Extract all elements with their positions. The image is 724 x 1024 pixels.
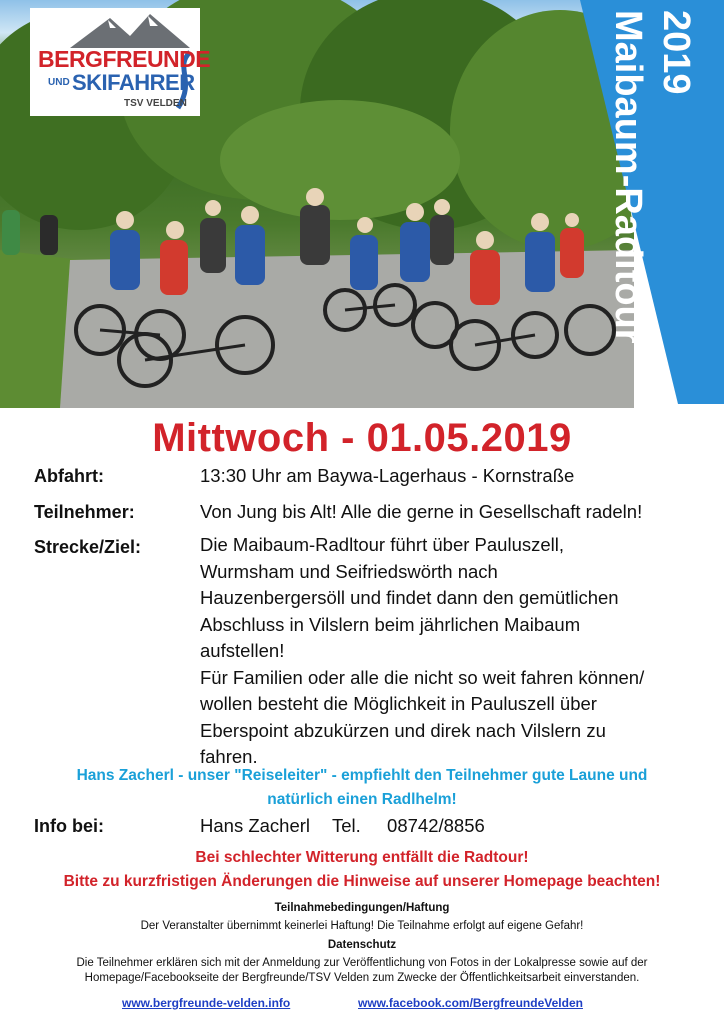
- info-name: Hans Zacherl: [200, 815, 311, 836]
- website-link[interactable]: www.bergfreunde-velden.info: [122, 996, 291, 1010]
- info-phone: 08742/8856: [387, 815, 485, 836]
- guide-note: [0, 764, 724, 812]
- info-label: Info bei:: [34, 816, 104, 836]
- weather-warning: [0, 846, 724, 894]
- route-line: Die Maibaum-Radltour führt über Pauluszell,: [200, 534, 565, 555]
- route-line: Wurmsham und Seifriedswörth nach: [200, 560, 498, 582]
- route-line: Hauzenbergersöll und findet dann den gemütlichen: [200, 587, 619, 608]
- route-description: [200, 532, 700, 771]
- banner-title: Maibaum-Radltour: [607, 10, 649, 344]
- route-line: Abschluss in Vilslern beim jährlichen Maibaum: [200, 613, 581, 635]
- privacy-line2: Homepage/Facebookseite der Bergfreunde/TSV Velden zum Zwecke der Öffentlichkeitsarbeit einverstanden.: [84, 972, 640, 984]
- info-tel-label: Tel.: [331, 815, 361, 836]
- participants-value: Von Jung bis Alt! Alle die gerne in Gesellschaft radeln!: [200, 501, 643, 522]
- departure-value: 13:30 Uhr am Baywa-Lagerhaus - Kornstraße: [200, 465, 575, 486]
- route-label: Strecke/Ziel:: [34, 537, 142, 557]
- privacy-text: [0, 956, 724, 986]
- warning-line1: Bei schlechter Witterung entfällt die Radtour!: [195, 849, 529, 866]
- route-line: wollen besteht die Möglichkeit in Pauluszell über: [200, 693, 597, 714]
- warning-line2: Bitte zu kurzfristigen Änderungen die Hinweise auf unserer Homepage beachten!: [63, 873, 661, 890]
- logo-line2: SKIFAHRER: [72, 70, 195, 95]
- event-date-title: Mittwoch - 01.05.2019: [152, 416, 572, 460]
- banner-year: 2019: [655, 10, 697, 95]
- guide-note-line1: Hans Zacherl - unser "Reiseleiter" - empfiehlt den Teilnehmer gute Laune und: [76, 767, 648, 784]
- logo-und: UND: [48, 77, 70, 88]
- route-line: fahren.: [200, 746, 258, 767]
- logo-line1: BERGFREUNDE: [38, 46, 211, 72]
- route-line: aufstellen!: [200, 640, 285, 661]
- route-line: Für Familien oder alle die nicht so weit fahren können/: [200, 666, 645, 688]
- logo-club: TSV VELDEN: [124, 98, 187, 109]
- conditions-heading: Teilnahmebedingungen/Haftung: [274, 902, 450, 914]
- guide-note-line2: natürlich einen Radlhelm!: [267, 791, 457, 808]
- privacy-heading: Datenschutz: [327, 939, 397, 951]
- club-logo: [30, 8, 211, 116]
- facebook-link[interactable]: www.facebook.com/BergfreundeVelden: [358, 996, 583, 1010]
- route-line: Eberspoint abzukürzen und direk nach Vilslern zu: [200, 719, 606, 741]
- participants-label: Teilnehmer:: [34, 502, 135, 522]
- privacy-line1: Die Teilnehmer erklären sich mit der Anmeldung zur Veröffentlichung von Fotos in der Lokalpresse sowie auf der: [76, 957, 648, 969]
- info-contact: [200, 813, 485, 840]
- banner-text: [590, 10, 700, 410]
- conditions-text: Der Veranstalter übernimmt keinerlei Haftung! Die Teilnahme erfolgt auf eigene Gefahr!: [140, 920, 584, 932]
- departure-label: Abfahrt:: [34, 466, 104, 486]
